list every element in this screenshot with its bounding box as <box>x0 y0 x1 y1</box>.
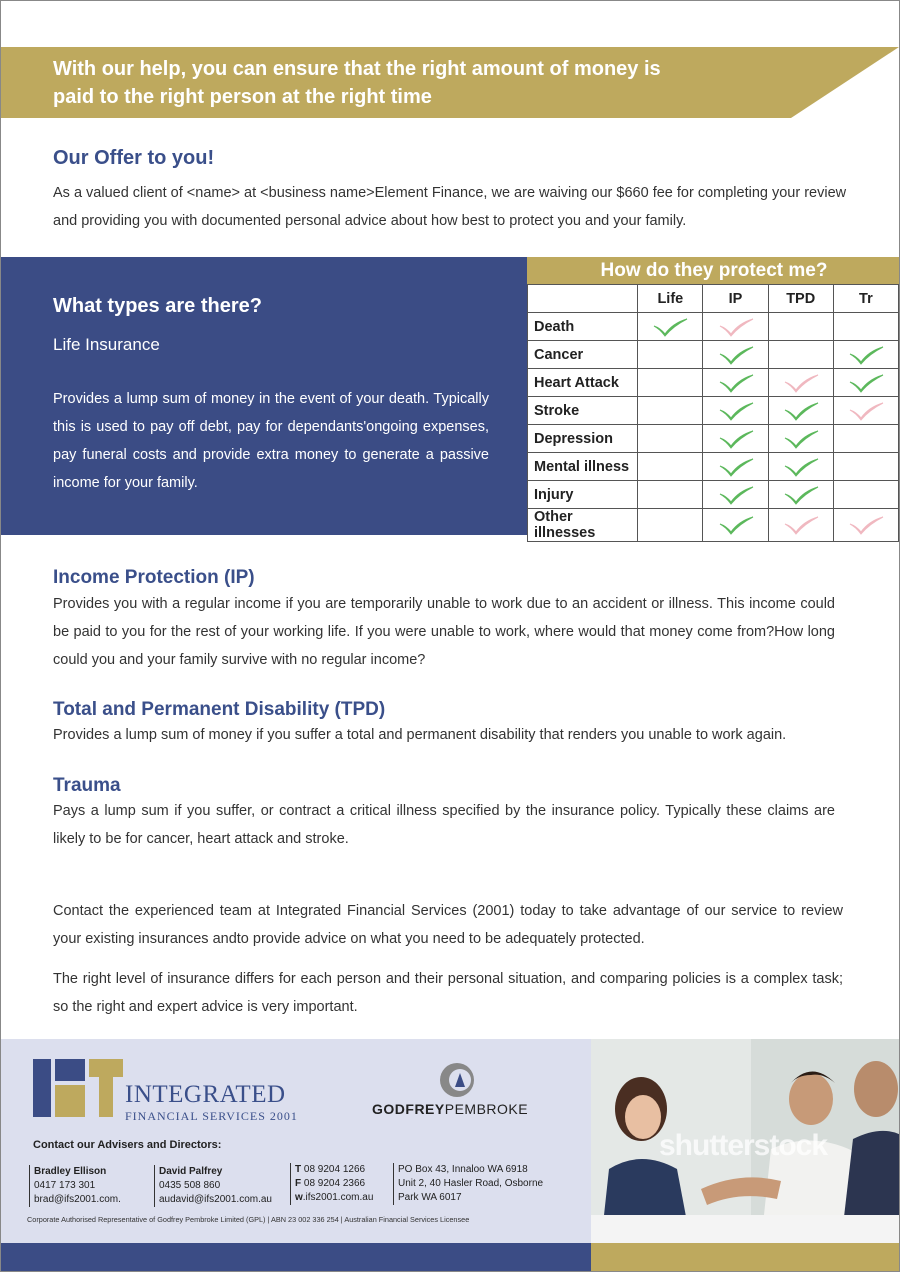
check-icon <box>717 345 755 365</box>
table-cell <box>638 313 703 341</box>
banner-line-1: With our help, you can ensure that the right amount of money is <box>53 58 661 80</box>
adviser-bradley <box>29 1165 121 1207</box>
adviser-david <box>154 1165 272 1207</box>
footer-blue-bar <box>1 1243 591 1272</box>
adviser-email[interactable]: brad@ifs2001.com. <box>34 1194 121 1205</box>
table-cell <box>833 509 898 542</box>
godfrey-pembroke-name <box>372 1101 528 1117</box>
table-row <box>528 397 899 425</box>
types-body: Provides a lump sum of money in the event of your death. Typically this is used to pay off debt, pay for dependants'ongoing expenses, pay funeral costs and provide extra money to generate a passive income for your family. <box>53 391 489 491</box>
table-cell <box>703 397 768 425</box>
check-icon <box>717 373 755 393</box>
gp-name-bold: GODFREY <box>372 1101 445 1117</box>
table-cell <box>768 369 833 397</box>
column-header-life: Life <box>638 285 703 313</box>
tpd-title: Total and Permanent Disability (TPD) <box>53 699 386 720</box>
adviser-name: David Palfrey <box>159 1166 223 1177</box>
contact-paragraph-2: The right level of insurance differs for each person and their personal situation, and comparing policies is a complex task; so the right and expert advice is very important. <box>53 971 843 1015</box>
check-icon <box>717 401 755 421</box>
offer-body: As a valued client of <name> at <business name>Element Finance, we are waiving our $660 fee for completing your review and providing you with documented personal advice about how best to protect you and your family. <box>53 185 847 229</box>
check-icon <box>717 485 755 505</box>
column-header-tr: Tr <box>833 285 898 313</box>
check-pink-icon <box>782 373 820 393</box>
check-icon <box>717 457 755 477</box>
table-cell <box>768 453 833 481</box>
banner-headline <box>53 55 753 111</box>
check-icon <box>847 345 885 365</box>
table-cell <box>833 453 898 481</box>
check-icon <box>782 457 820 477</box>
check-icon <box>847 373 885 393</box>
table-cell <box>703 509 768 542</box>
table-cell <box>638 341 703 369</box>
table-cell <box>703 481 768 509</box>
check-pink-icon <box>847 515 885 535</box>
table-row <box>528 453 899 481</box>
adviser-phone: 0417 173 301 <box>34 1180 96 1191</box>
header-banner <box>1 47 900 118</box>
banner-line-2: paid to the right person at the right time <box>53 86 432 108</box>
table-row <box>528 369 899 397</box>
office-web[interactable]: w.ifs2001.com.au <box>295 1192 374 1203</box>
row-label: Death <box>528 313 638 341</box>
adviser-name: Bradley Ellison <box>34 1166 107 1177</box>
adviser-phone: 0435 508 860 <box>159 1180 221 1191</box>
office-fax: F 08 9204 2366 <box>295 1178 366 1189</box>
ip-title: Income Protection (IP) <box>53 567 255 588</box>
table-row <box>528 425 899 453</box>
godfrey-pembroke-logo-icon <box>438 1061 476 1099</box>
table-cell <box>638 425 703 453</box>
row-label: Stroke <box>528 397 638 425</box>
table-cell <box>638 481 703 509</box>
table-cell <box>638 453 703 481</box>
check-icon <box>651 317 689 337</box>
table-cell <box>768 313 833 341</box>
stock-photo <box>591 1039 900 1243</box>
table-cell <box>833 341 898 369</box>
table-cell <box>833 313 898 341</box>
check-icon <box>782 485 820 505</box>
row-label: Depression <box>528 425 638 453</box>
check-icon <box>717 429 755 449</box>
ifs-logo-icon <box>33 1059 125 1119</box>
table-cell <box>768 481 833 509</box>
legal-notice: Corporate Authorised Representative of Godfrey Pembroke Limited (GPL) | ABN 23 002 336 254 | Australian Financial Services Licensee <box>27 1215 470 1224</box>
table-cell <box>833 481 898 509</box>
table-cell <box>768 341 833 369</box>
protect-table-title: How do they protect me? <box>527 257 900 284</box>
check-pink-icon <box>847 401 885 421</box>
footer-gold-bar <box>591 1243 900 1272</box>
row-label: Other illnesses <box>528 509 638 542</box>
table-cell <box>638 509 703 542</box>
watermark-text: shutterstock <box>659 1129 828 1162</box>
table-cell <box>638 397 703 425</box>
ip-body: Provides you with a regular income if you are temporarily unable to work due to an accident or illness. This income could be paid to you for the rest of your working life. If you were unable to work, where would that money come from?How long could you and your family survive with no regular income? <box>53 596 835 668</box>
check-pink-icon <box>782 515 820 535</box>
table-cell <box>833 397 898 425</box>
header-blank-cell <box>528 285 638 313</box>
check-icon <box>782 401 820 421</box>
table-row <box>528 341 899 369</box>
table-cell <box>638 369 703 397</box>
types-subtitle: Life Insurance <box>53 335 160 354</box>
column-header-tpd: TPD <box>768 285 833 313</box>
table-row <box>528 509 899 542</box>
address-line-3: Park WA 6017 <box>398 1192 462 1203</box>
table-cell <box>703 453 768 481</box>
table-cell <box>833 369 898 397</box>
row-label: Heart Attack <box>528 369 638 397</box>
footer-panel <box>1 1039 591 1243</box>
table-cell <box>768 397 833 425</box>
office-contact <box>290 1163 373 1205</box>
protect-table <box>527 284 899 542</box>
table-cell <box>703 341 768 369</box>
offer-title: Our Offer to you! <box>53 147 215 169</box>
check-pink-icon <box>717 317 755 337</box>
ifs-brand-subtitle: FINANCIAL SERVICES 2001 <box>125 1109 298 1123</box>
table-row <box>528 481 899 509</box>
ifs-brand-name: INTEGRATED <box>125 1081 286 1108</box>
table-cell <box>703 313 768 341</box>
contact-heading: Contact our Advisers and Directors: <box>33 1139 222 1151</box>
row-label: Injury <box>528 481 638 509</box>
office-phone: T 08 9204 1266 <box>295 1164 366 1175</box>
table-cell <box>703 369 768 397</box>
trauma-title: Trauma <box>53 775 121 796</box>
table-cell <box>768 509 833 542</box>
trauma-body: Pays a lump sum if you suffer, or contract a critical illness specified by the insurance policy. Typically these claims are likely to be for cancer, heart attack and stroke. <box>53 803 835 847</box>
types-panel <box>1 257 527 535</box>
table-cell <box>768 425 833 453</box>
office-address <box>393 1163 543 1205</box>
gp-name-rest: PEMBROKE <box>444 1101 529 1117</box>
contact-paragraph-1: Contact the experienced team at Integrated Financial Services (2001) today to take advantage of our service to review your existing insurances andto provide advice on what you need to be adequately protected. <box>53 903 843 947</box>
table-cell <box>833 425 898 453</box>
address-line-2: Unit 2, 40 Hasler Road, Osborne <box>398 1178 544 1189</box>
types-title: What types are there? <box>53 295 262 317</box>
protect-table-header-row <box>528 285 899 313</box>
column-header-ip: IP <box>703 285 768 313</box>
address-line-1: PO Box 43, Innaloo WA 6918 <box>398 1164 528 1175</box>
check-icon <box>782 429 820 449</box>
table-cell <box>703 425 768 453</box>
tpd-body: Provides a lump sum of money if you suffer a total and permanent disability that renders you unable to work again. <box>53 727 787 743</box>
check-icon <box>717 515 755 535</box>
row-label: Cancer <box>528 341 638 369</box>
table-row <box>528 313 899 341</box>
row-label: Mental illness <box>528 453 638 481</box>
adviser-email[interactable]: audavid@ifs2001.com.au <box>159 1194 272 1205</box>
